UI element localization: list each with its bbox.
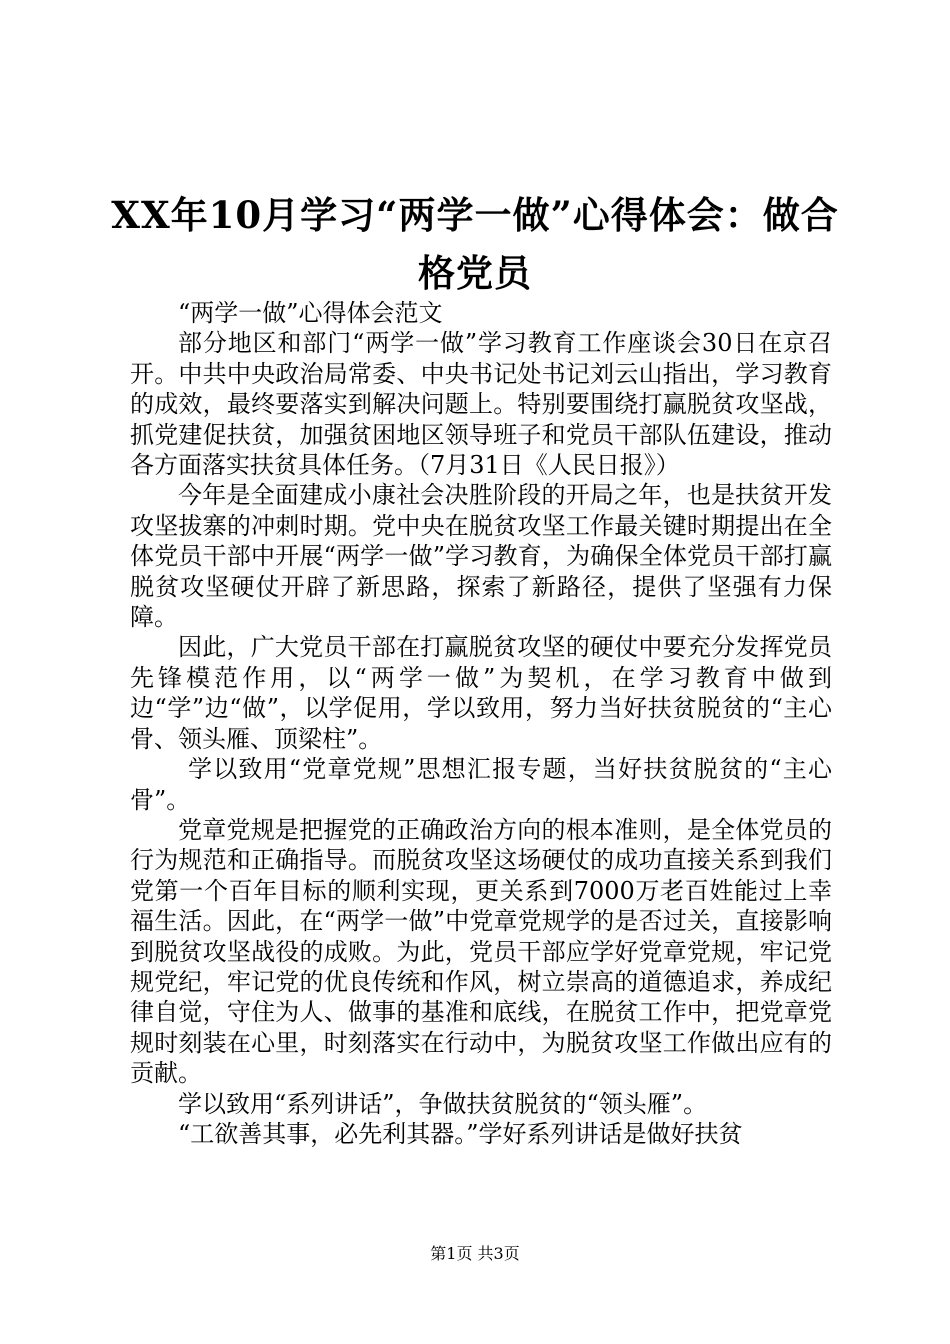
paragraph-heading: 学以致用“党章党规”思想汇报专题，当好扶贫脱贫的“主心骨”。 <box>130 755 832 814</box>
document-title: XX年10月学习“两学一做”心得体会：做合格党员 <box>111 193 839 295</box>
paragraph: “工欲善其事，必先利其器。”学好系列讲话是做好扶贫 <box>178 1119 743 1148</box>
paragraph-heading: 学以致用“系列讲话”，争做扶贫脱贫的“领头雁”。 <box>178 1089 708 1118</box>
page-footer: 第1页 共3页 <box>430 1244 520 1263</box>
paragraph: 部分地区和部门“两学一做”学习教育工作座谈会30日在京召开。中共中央政治局常委、中央书记处书记刘云山指出，学习教育的成效，最终要落实到解决问题上。特别要围绕打赢脱贫攻坚战，抓党建促扶贫，加强贫困地区领导班子和党员干部队伍建设，推动各方面落实扶贫具体任务。（7月31日《人民日报》） <box>130 329 832 480</box>
paragraph-subtitle: “两学一做”心得体会范文 <box>178 299 443 327</box>
paragraph: 因此，广大党员干部在打赢脱贫攻坚的硬仗中要充分发挥党员先锋模范作用，以“两学一做”为契机，在学习教育中做到边“学”边“做”，以学促用，学以致用，努力当好扶贫脱贫的“主心骨、领头雁、顶梁柱”。 <box>130 633 832 753</box>
document-body <box>130 298 832 1149</box>
paragraph: 党章党规是把握党的正确政治方向的根本准则，是全体党员的行为规范和正确指导。而脱贫攻坚这场硬仗的成功直接关系到我们党第一个百年目标的顺利实现，更关系到7000万老百姓能过上幸福生活。因此，在“两学一做”中党章党规学的是否过关，直接影响到脱贫攻坚战役的成败。为此，党员干部应学好党章党规，牢记党规党纪，牢记党的优良传统和作风，树立崇高的道德追求，养成纪律自觉，守住为人、做事的基准和底线，在脱贫工作中，把党章党规时刻装在心里，时刻落实在行动中，为脱贫攻坚工作做出应有的贡献。 <box>130 815 832 1088</box>
paragraph: 今年是全面建成小康社会决胜阶段的开局之年，也是扶贫开发攻坚拔寨的冲刺时期。党中央在脱贫攻坚工作最关键时期提出在全体党员干部中开展“两学一做”学习教育，为确保全体党员干部打赢脱贫攻坚硬仗开辟了新思路，探索了新路径，提供了坚强有力保障。 <box>130 481 832 632</box>
